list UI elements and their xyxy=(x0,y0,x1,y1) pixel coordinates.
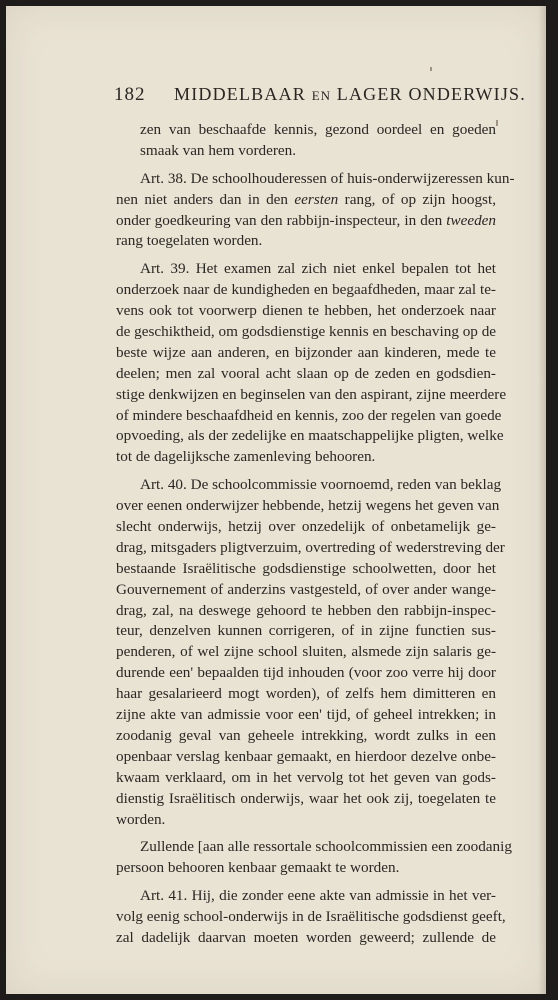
text-line: zen van beschaafde kennis, gezond oordeel en goeden xyxy=(140,121,496,138)
text-line: Art. 40. De schoolcommissie voornoemd, reden van beklag xyxy=(140,476,502,494)
text-line: teur, denzelven kunnen corrigeren, of in zijne functien sus- xyxy=(116,622,496,640)
text-line: smaak van hem vorderen. xyxy=(140,141,297,159)
paragraph-zullende xyxy=(116,837,512,879)
text-line: Zullende [aan alle ressortale schoolcommissien een zoodanig xyxy=(140,838,512,856)
text-line: beste wijze aan anderen, en bijzonder aan kinderen, mede te xyxy=(116,343,496,361)
paragraph-art-39 xyxy=(116,259,507,468)
paper-speck xyxy=(496,120,498,126)
text-line: worden. xyxy=(116,810,166,828)
text-line: rang toegelaten worden. xyxy=(116,232,263,250)
text-line: stige denkwijzen en beginselen van den aspirant, zijne meerdere xyxy=(116,385,507,403)
text-line: onder goedkeuring van den rabbijn-inspecteur, in den tweeden xyxy=(116,211,496,229)
text-line: volg eenig school-onderwijs in de Israëlitische godsdienst geeft, xyxy=(116,908,506,926)
text-line: drag, zal, na deswege gehoord te hebben den rabbijn-inspec- xyxy=(116,601,496,619)
text-line: slecht onderwijs, hetzij over onzedelijk of onbetamelijk ge- xyxy=(116,518,496,536)
text-line: nen niet anders dan in den eersten rang, of op zijn hoogst, xyxy=(116,190,496,208)
body-text xyxy=(116,120,515,956)
paragraph-continuation xyxy=(140,120,496,162)
emphasized-word: eersten xyxy=(294,190,339,208)
emphasized-word: tweeden xyxy=(446,211,496,229)
text-line: vens ook tot voorwerp dienen te hebben, het onderzoek naar xyxy=(116,302,496,320)
paper-speck xyxy=(430,67,432,71)
text-line: Art. 41. Hij, die zonder eene akte van admissie in het ver- xyxy=(140,887,496,905)
text-line: penderen, of wel zijne school sluiten, alsmede zijn salaris ge- xyxy=(116,643,496,661)
running-title-part2: LAGER ONDERWIJS. xyxy=(336,84,526,104)
text-line: zijne akte van admissie voor een' tijd, of geheel intrekken; in xyxy=(116,706,496,724)
text-line: openbaar verslag kenbaar gemaakt, en hierdoor dezelve onbe- xyxy=(116,747,496,765)
paragraph-art-38 xyxy=(116,169,515,253)
page-number: 182 xyxy=(114,84,146,105)
text-line: zoodanig geval van geheele intrekking, wordt zulks in een xyxy=(116,726,496,744)
text-line: persoon behooren kenbaar gemaakt te worden. xyxy=(116,859,400,877)
text-line: Gouvernement of anderzins vastgesteld, of over ander wange- xyxy=(116,580,496,598)
running-title xyxy=(174,84,526,105)
paragraph-art-40 xyxy=(116,475,505,830)
text-line: over eenen onderwijzer hebbende, hetzij wegens het geven van xyxy=(116,497,500,515)
text-line: dienstig Israëlitisch onderwijs, waar het ook zij, toegelaten te xyxy=(116,789,496,807)
book-page xyxy=(6,6,546,994)
running-header xyxy=(114,84,526,112)
paragraph-art-41 xyxy=(116,886,506,949)
text-line: onderzoek naar de kundigheden en begaafdheden, maar zal te- xyxy=(116,281,496,299)
text-line: opvoeding, als der zedelijke en maatschappelijke pligten, welke xyxy=(116,427,504,445)
running-title-part1: MIDDELBAAR xyxy=(174,84,306,104)
text-line: durende een' bepaalden tijd inhouden (voor zoo verre hij door xyxy=(116,664,496,682)
page-edge-shadow xyxy=(538,6,546,994)
text-line: kwaam verklaard, om in het vervolg tot het geven van gods- xyxy=(116,768,496,786)
text-line: haar gesalarieerd mogt worden), of zelfs hem dimitteren en xyxy=(116,685,496,703)
text-line: deelen; men zal vooral acht slaan op de zeden en godsdien- xyxy=(116,364,496,382)
text-line: zal dadelijk daarvan moeten worden geweerd; zullende de xyxy=(116,928,496,946)
text-line: Art. 39. Het examen zal zich niet enkel bepalen tot het xyxy=(140,260,496,278)
text-line: bestaande Israëlitische godsdienstige schoolwetten, door het xyxy=(116,559,496,577)
text-line: of mindere beschaafdheid en kennis, zoo der regelen van goede xyxy=(116,406,502,424)
text-line: Art. 38. De schoolhouderessen of huis-onderwijzeressen kun- xyxy=(140,169,515,187)
text-line: drag, mitsgaders pligtverzuim, overtreding of wederstreving der xyxy=(116,538,505,556)
text-line: tot de dagelijksche zamenleving behooren. xyxy=(116,448,376,466)
text-line: de geschiktheid, om godsdienstige kennis en beschaving op de xyxy=(116,323,497,341)
running-title-conjunction: EN xyxy=(311,88,332,103)
